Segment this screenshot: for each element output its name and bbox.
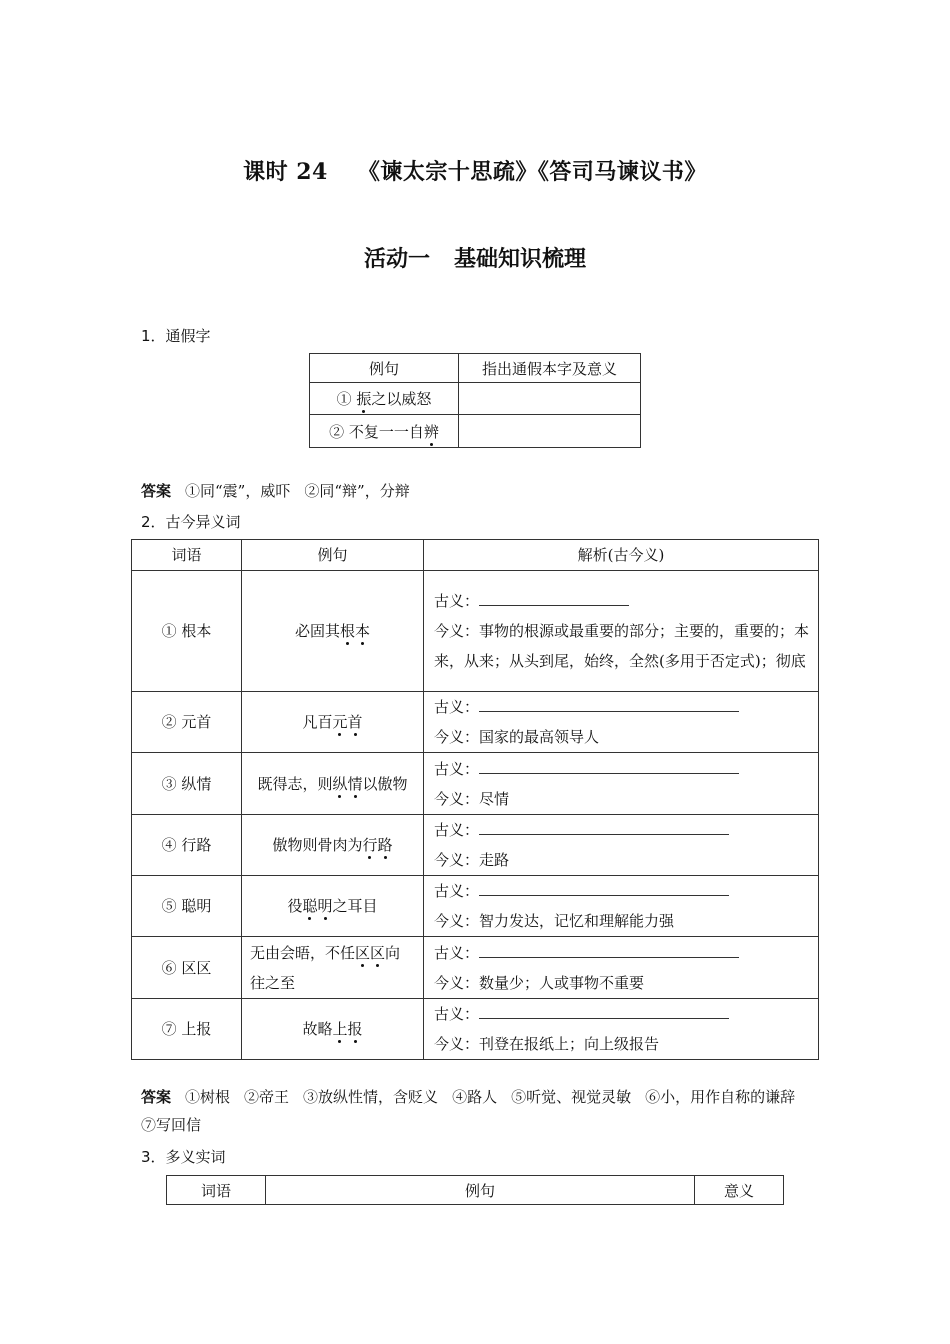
table-row [132, 753, 819, 815]
modern-label: 今义： [434, 622, 480, 640]
answer-line [479, 759, 739, 774]
lesson-works: 《谏太宗十思疏》《答司马谏议书》 [357, 159, 707, 185]
word-cell: ③ 纵情 [132, 753, 242, 815]
answer-item: ⑤听觉、视觉灵敏 [511, 1088, 632, 1106]
ancient-label: 古义： [434, 698, 480, 716]
answer-line [479, 591, 629, 606]
duoyi-table [166, 1175, 784, 1205]
answer-blank-cell [459, 415, 641, 448]
modern-meaning [434, 968, 810, 998]
word-cell: ⑥ 区区 [132, 937, 242, 999]
ancient-label: 古义： [434, 1005, 480, 1023]
explanation-cell [424, 999, 819, 1060]
table-row [132, 876, 819, 937]
emphasis-char: 聪 [302, 897, 318, 915]
emphasis-char: 元 [332, 713, 348, 731]
emphasis-char: 报 [347, 1020, 363, 1038]
ancient-label: 古义： [434, 759, 480, 778]
word-cell: ② 元首 [132, 692, 242, 753]
example-text: 向往之至 [250, 943, 401, 992]
table-header-row [310, 354, 641, 383]
example-text: 役 [287, 897, 303, 915]
modern-text: 尽情 [479, 789, 510, 808]
row-number: ② [329, 422, 349, 441]
answer-blank-cell [459, 383, 641, 415]
modern-text: 国家的最高领导人 [479, 728, 600, 746]
example-text: 必固其 [294, 622, 340, 640]
example-cell [242, 753, 424, 815]
table-row [132, 571, 819, 692]
ancient-meaning [434, 938, 810, 968]
table-row [132, 999, 819, 1060]
example-text: 之耳目 [332, 897, 378, 915]
example-cell [242, 815, 424, 876]
answer-line [479, 697, 739, 712]
example-cell [310, 415, 459, 448]
page-title [0, 155, 950, 186]
explanation-cell [424, 815, 819, 876]
answer-line [479, 1004, 729, 1019]
section1-answer [141, 477, 821, 505]
modern-meaning [434, 845, 810, 875]
answer-item: ①树根 [185, 1088, 231, 1106]
ancient-meaning [434, 586, 810, 616]
header-cell: 意义 [695, 1176, 784, 1205]
modern-text: 走路 [479, 851, 510, 869]
example-text: 凡百 [302, 713, 333, 731]
example-text: 故略 [302, 1020, 333, 1038]
explanation-cell [424, 876, 819, 937]
example-cell [242, 876, 424, 937]
table-row [132, 692, 819, 753]
ancient-meaning [434, 876, 810, 906]
answer-item: ②同“辩”，分辩 [304, 482, 410, 500]
explanation-cell [424, 692, 819, 753]
answer-line [479, 820, 729, 835]
answer-item: ①同“震”，威吓 [185, 482, 291, 500]
example-text: 无由会晤，不任 [250, 943, 356, 962]
modern-label: 今义： [434, 851, 480, 869]
table-header-row [167, 1176, 784, 1205]
modern-meaning [434, 784, 810, 814]
example-cell [310, 383, 459, 415]
answer-line [479, 943, 739, 958]
word-cell: ① 根本 [132, 571, 242, 692]
modern-label: 今义： [434, 973, 480, 992]
emphasis-char: 区 [370, 943, 386, 962]
example-text: 以傲物 [362, 774, 408, 793]
emphasis-char: 区 [355, 943, 371, 962]
example-text: 不复一一自 [348, 422, 424, 441]
answer-label: 答案 [141, 1088, 172, 1106]
ancient-label: 古义： [434, 592, 480, 610]
emphasis-char: 上 [332, 1020, 348, 1038]
example-cell [242, 999, 424, 1060]
table-row [310, 383, 641, 415]
answer-item: ③放纵性情，含贬义 [303, 1088, 439, 1106]
modern-label: 今义： [434, 1035, 480, 1053]
table-row [310, 415, 641, 448]
section2-heading: 2．古今异义词 [141, 513, 241, 531]
example-text: 既得志，则 [257, 774, 333, 793]
lesson-number: 课时 24 [243, 159, 328, 185]
emphasis-char: 纵 [332, 774, 348, 793]
answer-item: ②帝王 [244, 1088, 290, 1106]
modern-meaning [434, 1029, 810, 1059]
section2-answer [141, 1083, 821, 1139]
modern-label: 今义： [434, 789, 480, 808]
tongjia-table [309, 353, 641, 448]
emphasis-char: 行 [362, 836, 378, 854]
header-cell: 指出通假本字及意义 [459, 354, 641, 383]
header-cell: 例句 [310, 354, 459, 383]
activity-heading [0, 242, 950, 273]
answer-item: ⑦写回信 [141, 1116, 202, 1134]
gujin-table [131, 539, 819, 1060]
word-cell: ⑤ 聪明 [132, 876, 242, 937]
table-header-row [132, 540, 819, 571]
header-cell: 例句 [242, 540, 424, 571]
answer-item: ⑥小，用作自称的谦辞 [645, 1088, 796, 1106]
example-text: 傲物则骨肉为 [272, 836, 363, 854]
answer-item: ④路人 [452, 1088, 498, 1106]
modern-meaning [434, 616, 810, 676]
ancient-meaning [434, 692, 810, 722]
explanation-cell [424, 571, 819, 692]
emphasis-char: 本 [355, 622, 371, 640]
modern-text: 智力发达，记忆和理解能力强 [479, 912, 675, 930]
emphasis-char: 根 [339, 622, 355, 640]
ancient-meaning [434, 999, 810, 1029]
emphasis-char: 情 [347, 774, 363, 793]
ancient-label: 古义： [434, 821, 480, 839]
activity-topic: 基础知识梳理 [454, 246, 587, 272]
example-cell [242, 571, 424, 692]
example-text: 之以威怒 [371, 390, 432, 408]
header-cell: 词语 [132, 540, 242, 571]
activity-label: 活动一 [363, 246, 430, 272]
example-cell [242, 692, 424, 753]
ancient-label: 古义： [434, 882, 480, 900]
modern-label: 今义： [434, 912, 480, 930]
table-row [132, 815, 819, 876]
modern-meaning [434, 722, 810, 752]
emphasis-char: 辨 [423, 422, 439, 441]
header-cell: 例句 [266, 1176, 695, 1205]
emphasis-char: 明 [317, 897, 333, 915]
header-cell: 词语 [167, 1176, 266, 1205]
ancient-meaning [434, 815, 810, 845]
modern-text: 事物的根源或最重要的部分；主要的，重要的；本来，从来；从头到尾，始终，全然(多用于否定式)；彻底 [434, 622, 810, 670]
header-cell: 解析(古今义) [424, 540, 819, 571]
word-cell: ⑦ 上报 [132, 999, 242, 1060]
emphasis-char: 首 [347, 713, 363, 731]
modern-text: 数量少；人或事物不重要 [479, 973, 645, 992]
emphasis-char: 振 [356, 390, 372, 408]
modern-meaning [434, 906, 810, 936]
row-number: ① [336, 390, 357, 408]
modern-text: 刊登在报纸上；向上级报告 [479, 1035, 660, 1053]
table-row [132, 937, 819, 999]
modern-label: 今义： [434, 728, 480, 746]
explanation-cell [424, 937, 819, 999]
answer-line [479, 881, 729, 896]
emphasis-char: 路 [377, 836, 393, 854]
explanation-cell [424, 753, 819, 815]
ancient-meaning [434, 754, 810, 784]
example-cell [242, 937, 424, 999]
section1-heading: 1．通假字 [141, 327, 211, 345]
answer-label: 答案 [141, 482, 172, 500]
section3-heading: 3．多义实词 [141, 1148, 226, 1166]
ancient-label: 古义： [434, 943, 480, 962]
word-cell: ④ 行路 [132, 815, 242, 876]
